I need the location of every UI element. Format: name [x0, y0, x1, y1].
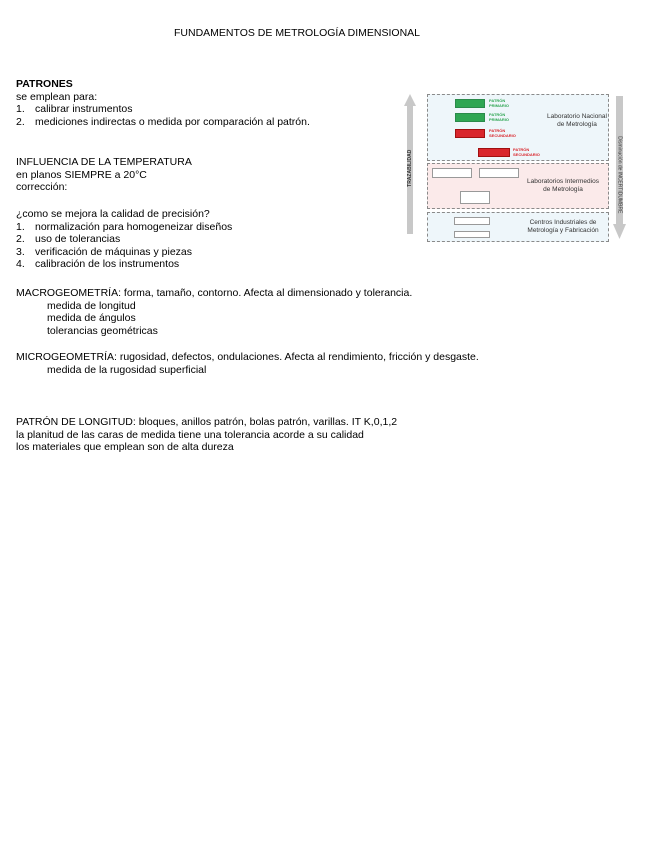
national-lab-box — [427, 94, 609, 161]
page-title: FUNDAMENTOS DE METROLOGÍA DIMENSIONAL — [174, 27, 421, 39]
precision-question: ¿como se mejora la calidad de precisión? — [16, 208, 210, 220]
primary-standard-label: PATRÓN PRIMARIO — [489, 98, 509, 108]
list-item: 3. verificación de máquinas y piezas — [16, 245, 192, 258]
macro-line: MACROGEOMETRÍA: forma, tamaño, contorno. Afecta al dimensionado y tolerancia. — [16, 287, 413, 299]
national-lab-label: Laboratorio Nacional de Metrología — [547, 113, 607, 128]
intermediate-lab-label: Laboratorios Intermedios de Metrología — [527, 178, 599, 193]
list-item: 4. calibración de los instrumentos — [16, 258, 180, 270]
macro-item: medida de ángulos — [47, 312, 136, 324]
list-item: 1. normalización para homogeneizar diseños — [16, 220, 233, 233]
macro-item: medida de longitud — [47, 299, 136, 312]
longitud-section — [16, 416, 397, 454]
temperatura-heading: INFLUENCIA DE LA TEMPERATURA — [16, 156, 192, 168]
reference-box — [432, 168, 472, 178]
micro-line: MICROGEOMETRÍA: rugosidad, defectos, ondulaciones. Afecta al rendimiento, fricción y desgaste. — [16, 351, 479, 363]
secondary-standard-label: PATRÓN SECUNDARIO — [513, 147, 540, 157]
patrones-list — [16, 103, 310, 128]
list-item: 2. uso de tolerancias — [16, 233, 121, 245]
reference-box — [479, 168, 519, 178]
longitud-line1: PATRÓN DE LONGITUD: bloques, anillos patrón, bolas patrón, varillas. IT K,0,1,2 — [16, 416, 398, 428]
industrial-lab-label: Centros Industriales de Metrología y Fabricación — [527, 219, 599, 234]
reference-box — [460, 191, 490, 204]
secondary-standard-label: PATRÓN SECUNDARIO — [489, 128, 516, 138]
temperatura-section — [16, 156, 192, 194]
intermediate-lab-box — [427, 163, 609, 209]
patrones-section — [16, 78, 310, 128]
temperatura-line2: corrección: — [16, 181, 68, 193]
trazabilidad-label: TRAZABILIDAD — [406, 149, 413, 187]
secondary-standard-box — [478, 148, 510, 157]
primary-standard-label: PATRÓN PRIMARIO — [489, 112, 509, 122]
traceability-diagram — [403, 92, 627, 242]
primary-standard-box — [455, 99, 485, 108]
secondary-standard-box — [455, 129, 485, 138]
micro-section — [16, 351, 479, 376]
longitud-line2: la planitud de las caras de medida tiene una tolerancia acorde a su calidad — [16, 428, 364, 441]
precision-list — [16, 221, 232, 271]
primary-standard-box — [455, 113, 485, 122]
incertidumbre-label: Disminución de INCERTIDUMBRE — [616, 136, 623, 214]
list-item: 1. calibrar instrumentos — [16, 103, 133, 115]
reference-box — [454, 231, 490, 238]
macro-item: tolerancias geométricas — [47, 324, 158, 337]
patrones-intro: se emplean para: — [16, 90, 98, 103]
reference-box — [454, 217, 490, 225]
patrones-heading: PATRONES — [16, 78, 73, 90]
precision-section — [16, 208, 232, 271]
macro-section — [16, 287, 412, 337]
micro-item: medida de la rugosidad superficial — [47, 363, 207, 376]
industrial-lab-box — [427, 212, 609, 242]
list-item: 2. mediciones indirectas o medida por comparación al patrón. — [16, 115, 310, 128]
longitud-line3: los materiales que emplean son de alta dureza — [16, 441, 234, 453]
temperatura-line1: en planos SIEMPRE a 20°C — [16, 168, 147, 181]
